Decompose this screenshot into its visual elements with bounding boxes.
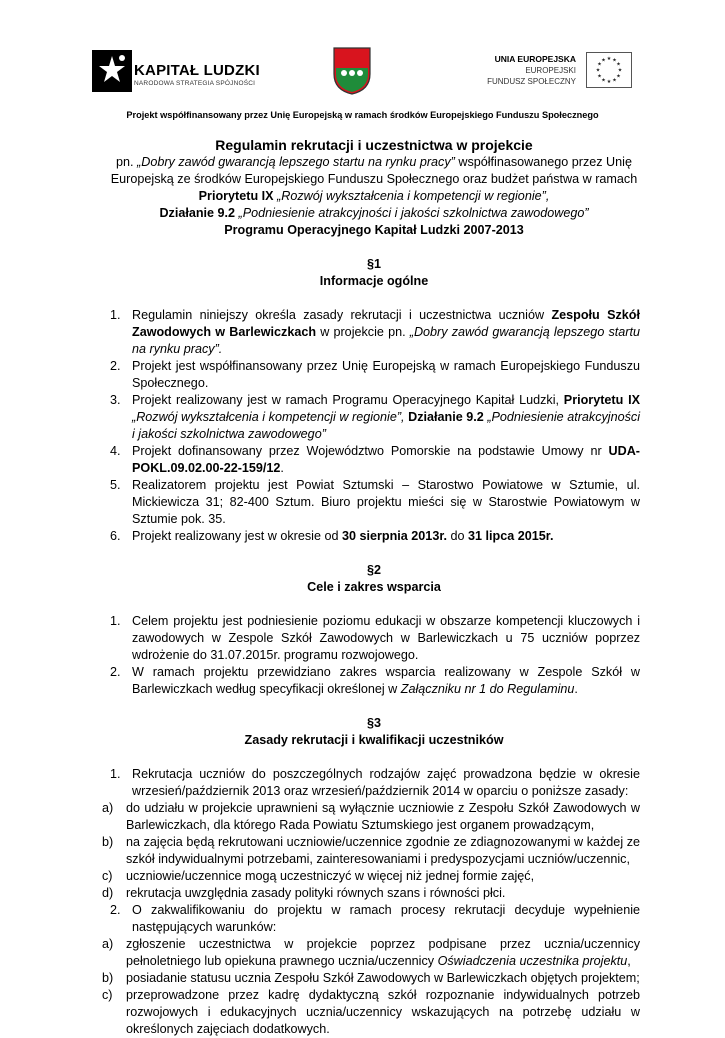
list-item xyxy=(102,970,640,987)
eu-line1: UNIA EUROPEJSKA xyxy=(494,54,576,64)
intro-paragraph xyxy=(108,154,640,188)
item-text: Celem projektu jest podniesienie poziomu edukacji w obszarze kompetencji kluczowych i zawodowych w Zespole Szkół Zawodowych w Barlewiczkach u 75 uczniów poprzez wdrożenie do 31.07.2015r. programu rozwojowego. xyxy=(132,614,640,662)
county-crest-icon xyxy=(332,46,372,96)
program-line: Programu Operacyjnego Kapitał Ludzki 2007-2013 xyxy=(224,223,524,237)
item-letter: a) xyxy=(102,937,114,951)
priority-name: „Rozwój wykształcenia i kompetencji w regionie”, xyxy=(277,189,550,203)
list-item xyxy=(102,834,640,868)
item-letter: b) xyxy=(102,835,114,849)
item-number: 2. xyxy=(110,665,121,679)
kapital-ludzki-subtitle: NARODOWA STRATEGIA SPÓJNOŚCI xyxy=(134,80,256,87)
list-item xyxy=(108,307,640,358)
section-1-title: Informacje ogólne xyxy=(319,274,429,288)
item-text: posiadanie statusu ucznia Zespołu Szkół Zawodowych w Barlewiczkach objętych projektem; xyxy=(126,971,640,985)
star-person-icon xyxy=(92,50,132,92)
item-letter: b) xyxy=(102,971,114,985)
section-1-number: §1 xyxy=(366,257,381,271)
item-text: Projekt realizowany jest w ramach Programu Operacyjnego Kapitał Ludzki, Priorytetu IX „Rozwój wykształcenia i kompetencji w regionie”, Działanie 9.2 „Podniesienie atrakcyjności i jakości szkolnictwa zawodowego” xyxy=(132,393,640,441)
list-item xyxy=(108,443,640,477)
svg-text:★: ★ xyxy=(597,61,602,68)
item-number: 2. xyxy=(110,903,121,917)
svg-text:★: ★ xyxy=(597,73,602,80)
svg-text:★: ★ xyxy=(616,61,621,68)
section-2-title: Cele i zakres wsparcia xyxy=(307,580,441,594)
svg-text:★: ★ xyxy=(617,67,623,74)
item-letter: c) xyxy=(102,869,113,883)
eu-line2: EUROPEJSKI xyxy=(525,66,576,75)
svg-text:★: ★ xyxy=(616,73,621,80)
item-number: 5. xyxy=(110,478,121,492)
kapital-ludzki-title: KAPITAŁ LUDZKI xyxy=(134,62,260,79)
intro-text: pn. xyxy=(116,155,138,169)
item-number: 1. xyxy=(110,308,121,322)
svg-text:★: ★ xyxy=(595,67,601,74)
measure-label: Działanie 9.2 xyxy=(159,206,239,220)
section-3-number: §3 xyxy=(366,716,381,730)
section-2-number: §2 xyxy=(366,563,381,577)
item-text: W ramach projektu przewidziano zakres wsparcia realizowany w Zespole Szkół w Barlewiczkach według specyfikacji określonej w Załączniku nr 1 do Regulaminu. xyxy=(132,665,640,696)
item-number: 1. xyxy=(110,767,121,781)
svg-text:★: ★ xyxy=(606,56,612,62)
item-text: Realizatorem projektu jest Powiat Sztumski – Starostwo Powiatowe w Sztumie, ul. Mickiewicza 31; 82-400 Sztum. Biuro projektu mieści się w Starostwie Powiatowym w Sztumie pok. 35. xyxy=(132,478,640,526)
item-text: do udziału w projekcie uprawnieni są wyłącznie uczniowie z Zespołu Szkół Zawodowych w Barlewiczkach, dla którego Rada Powiatu Sztumskiego jest organem prowadzącym, xyxy=(126,801,640,832)
list-item xyxy=(108,477,640,528)
list-item xyxy=(102,987,640,1038)
item-text: uczniowie/uczennice mogą uczestniczyć w więcej niż jednej formie zajęć, xyxy=(126,869,535,883)
priority-line xyxy=(108,188,640,205)
list-item xyxy=(102,936,640,970)
list-item xyxy=(108,766,640,800)
kapital-ludzki-logo xyxy=(92,48,262,96)
svg-text:★: ★ xyxy=(601,57,606,64)
priority-label: Priorytetu IX xyxy=(198,189,278,203)
item-text: Regulamin niniejszy określa zasady rekrutacji i uczestnictwa uczniów Zespołu Szkół Zawodowych w Barlewiczkach w projekcie pn. „Dobry zawód gwarancją lepszego startu na rynku pracy”. xyxy=(132,308,640,356)
item-number: 4. xyxy=(110,444,121,458)
measure-line xyxy=(108,205,640,222)
item-text: Projekt dofinansowany przez Województwo Pomorskie na podstawie Umowy nr UDA-POKL.09.02.00-22-159/12. xyxy=(132,444,640,475)
item-letter: a) xyxy=(102,801,114,815)
item-text: rekrutacja uwzględnia zasady polityki równych szans i równości płci. xyxy=(126,886,506,900)
item-text: przeprowadzone przez kadrę dydaktyczną szkół rozpoznanie indywidualnych potrzeb rozwojowych i edukacyjnych ucznia/uczennicy wskazujących na potrzebę udziału w określonych zajęciach dodatkowych. xyxy=(126,988,640,1036)
measure-name: „Podniesienie atrakcyjności i jakości szkolnictwa zawodowego” xyxy=(238,206,589,220)
funding-note: Projekt współfinansowany przez Unię Europejską w ramach środków Europejskiego Funduszu Społecznego xyxy=(126,110,599,120)
svg-text:★: ★ xyxy=(612,57,617,64)
item-text: O zakwalifikowaniu do projektu w ramach procesy rekrutacji decyduje wypełnienie następujących warunków: xyxy=(132,903,640,934)
intro-text-2: współfinasowanego przez Unię Europejską ze środków Europejskiego Funduszu Społecznego oraz budżet państwa w ramach xyxy=(110,155,638,186)
list-item xyxy=(108,664,640,698)
list-item xyxy=(108,392,640,443)
item-text: Projekt jest współfinansowany przez Unię Europejską w ramach Europejskiego Funduszu Społecznego. xyxy=(132,359,640,390)
list-item xyxy=(108,902,640,936)
page-header xyxy=(0,40,725,102)
item-text: zgłoszenie uczestnictwa w projekcie poprzez podpisane przez ucznia/uczennicy pełnoletniego lub opiekuna prawnego ucznia/uczennicy Oświadczenia uczestnika projektu, xyxy=(126,937,640,968)
list-item xyxy=(102,800,640,834)
list-item xyxy=(102,885,640,902)
svg-text:★: ★ xyxy=(601,77,606,84)
eu-text-block xyxy=(460,54,576,87)
eu-line3: FUNDUSZ SPOŁECZNY xyxy=(487,77,576,86)
item-letter: c) xyxy=(102,988,113,1002)
item-letter: d) xyxy=(102,886,114,900)
item-number: 2. xyxy=(110,359,121,373)
eu-flag-icon xyxy=(586,52,632,88)
item-text: na zajęcia będą rekrutowani uczniowie/uczennice zgodnie ze zdiagnozowanymi w każdej ze szkół indywidualnymi potrzebami, zainteresowaniami i predyspozycjami uczniów/uczennic, xyxy=(126,835,640,866)
svg-text:★: ★ xyxy=(606,79,612,85)
item-text: Projekt realizowany jest w okresie od 30 sierpnia 2013r. do 31 lipca 2015r. xyxy=(132,529,554,543)
section-3-title: Zasady rekrutacji i kwalifikacji uczestników xyxy=(244,733,504,747)
document-title: Regulamin rekrutacji i uczestnictwa w projekcie xyxy=(215,137,533,153)
document-body xyxy=(102,136,640,1038)
project-name: „Dobry zawód gwarancją lepszego startu na rynku pracy” xyxy=(137,155,455,169)
item-number: 1. xyxy=(110,614,121,628)
item-number: 3. xyxy=(110,393,121,407)
list-item xyxy=(108,528,640,545)
list-item xyxy=(108,358,640,392)
svg-text:★: ★ xyxy=(612,77,617,84)
list-item xyxy=(102,868,640,885)
list-item xyxy=(108,613,640,664)
item-text: Rekrutacja uczniów do poszczególnych rodzajów zajęć prowadzona będzie w okresie wrzesień/październik 2013 oraz wrzesień/październik 2014 w oparciu o poniższe zasady: xyxy=(132,767,640,798)
item-number: 6. xyxy=(110,529,121,543)
